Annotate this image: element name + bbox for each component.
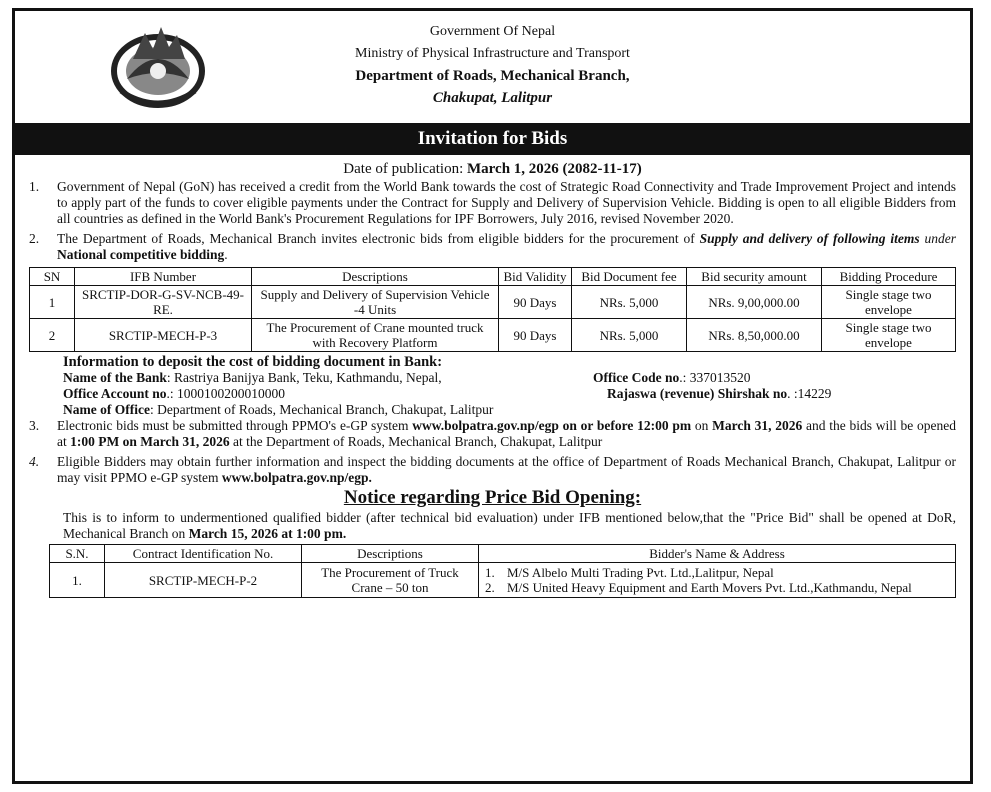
paragraph-number: 3. — [29, 418, 40, 433]
col-header: Descriptions — [252, 268, 499, 286]
p2-text-5: . — [224, 247, 228, 262]
table-cell: 90 Days — [499, 319, 572, 352]
notice-title: Notice regarding Price Bid Opening: — [343, 487, 642, 508]
p2-text-2: Supply and delivery of following items — [699, 231, 920, 246]
list-number: 1. — [485, 565, 495, 580]
table-cell: SRCTIP-MECH-P-2 — [105, 563, 302, 598]
egp-link[interactable]: www.bolpatra.gov.np/egp — [412, 418, 559, 433]
bidder-list — [479, 563, 956, 598]
col-header: Bid Document fee — [572, 268, 687, 286]
rajaswa-label: Rajaswa (revenue) Shirshak no — [607, 386, 788, 401]
table-cell: 90 Days — [499, 286, 572, 319]
col-header: Bidding Procedure — [822, 268, 956, 286]
table-cell: NRs. 8,50,000.00 — [687, 319, 822, 352]
office-code-value: .: 337013520 — [679, 370, 751, 385]
account-label: Office Account no — [63, 386, 167, 401]
list-item — [485, 565, 949, 580]
paragraph-number: 1. — [29, 179, 40, 194]
col-header: Contract Identification No. — [105, 545, 302, 563]
paragraph-text: Government of Nepal (GoN) has received a credit from the World Bank towards the cost of Strategic Road Connectivity and Trade Improvement Project and intends to apply part of the funds to cover eligible payments under the Contract for Supply and Delivery of Supervision Vehicle. Bidding is open to all eligible Bidders from all countries as defined in the World Bank's Procurement Regulations for IPF Borrowers, July 2016, revised November 2020. — [57, 179, 956, 226]
table-cell: The Procurement of Crane mounted truck with Recovery Platform — [252, 319, 499, 352]
office-name-value: : Department of Roads, Mechanical Branch, Chakupat, Lalitpur — [149, 402, 494, 417]
bank-name-value: : Rastriya Banijya Bank, Teku, Kathmandu, Nepal, — [166, 370, 442, 385]
table-cell: 1 — [30, 286, 75, 319]
col-header: Bid Validity — [499, 268, 572, 286]
p3-text: at the Department of Roads, Mechanical Branch, Chakupat, Lalitpur — [229, 434, 603, 449]
bank-name-label: Name of the Bank — [63, 370, 167, 385]
p3-text: on or before — [558, 418, 638, 433]
p3-date: March 31, 2026 — [712, 418, 803, 433]
p2-text-1: The Department of Roads, Mechanical Branch invites electronic bids from eligible bidders for the procurement of — [57, 231, 700, 246]
table-cell: NRs. 5,000 — [572, 286, 687, 319]
p3-time: 12:00 pm — [637, 418, 692, 433]
table-cell: NRs. 9,00,000.00 — [687, 286, 822, 319]
header-line-1: Government Of Nepal — [429, 24, 556, 39]
p2-text-3: under — [919, 231, 957, 246]
header-line-4: Chakupat, Lalitpur — [432, 90, 553, 106]
table-row — [50, 563, 956, 598]
table-row — [30, 286, 956, 319]
p2-text-4: National competitive bidding — [57, 247, 225, 262]
p4-text: Eligible Bidders may obtain further information and inspect the bidding documents at the office of Department of Roads Mechanical Branch, Chakupat, Lalitpur or may visit PPMO e-GP system — [57, 454, 956, 485]
col-header: S.N. — [50, 545, 105, 563]
p3-text: Electronic bids must be submitted through PPMO's e-GP system — [57, 418, 413, 433]
col-header: SN — [30, 268, 75, 286]
col-header: Bidder's Name & Address — [479, 545, 956, 563]
header-line-2: Ministry of Physical Infrastructure and Transport — [355, 46, 630, 61]
col-header: IFB Number — [75, 268, 252, 286]
list-number: 2. — [485, 580, 495, 595]
p3-text: and the bids will be opened at — [57, 418, 957, 449]
notice-text: This is to inform to undermentioned qualified bidder (after technical bid evaluation) under IFB mentioned below,that the "Price Bid" shall be opened at DoR, Mechanical Branch on — [63, 510, 956, 541]
table-cell: Supply and Delivery of Supervision Vehicle -4 Units — [252, 286, 499, 319]
paragraph-1 — [29, 179, 956, 227]
paragraph-number: 2. — [29, 231, 40, 246]
col-header: Descriptions — [302, 545, 479, 563]
paragraph-number: 4. — [29, 454, 40, 469]
paragraph-3 — [29, 418, 956, 450]
header-line-3: Department of Roads, Mechanical Branch, — [355, 68, 630, 84]
paragraph-4 — [29, 454, 956, 486]
table-row — [30, 319, 956, 352]
table-cell: SRCTIP-MECH-P-3 — [75, 319, 252, 352]
bidder-name: M/S United Heavy Equipment and Earth Movers Pvt. Ltd.,Kathmandu, Nepal — [507, 580, 912, 595]
notice-intro — [29, 510, 956, 542]
table-cell: 2 — [30, 319, 75, 352]
table-cell: The Procurement of Truck Crane – 50 ton — [302, 563, 479, 598]
p3-text: on — [691, 418, 713, 433]
table-cell: Single stage two envelope — [822, 286, 956, 319]
banner-title: Invitation for Bids — [15, 123, 970, 155]
list-item — [485, 580, 949, 595]
table-cell: 1. — [50, 563, 105, 598]
table-cell: SRCTIP-DOR-G-SV-NCB-49-RE. — [75, 286, 252, 319]
bank-info — [29, 354, 956, 418]
bidder-name: M/S Albelo Multi Trading Pvt. Ltd.,Lalitpur, Nepal — [507, 565, 774, 580]
bank-info-title: Information to deposit the cost of bidding document in Bank: — [63, 354, 443, 370]
price-bid-table — [49, 544, 956, 598]
publication-date — [29, 161, 956, 177]
table-header-row — [30, 268, 956, 286]
egp-link[interactable]: www.bolpatra.gov.np/egp. — [221, 470, 372, 485]
header — [15, 11, 970, 123]
table-cell: Single stage two envelope — [822, 319, 956, 352]
content — [15, 155, 970, 598]
publication-label: Date of publication: — [343, 161, 467, 177]
account-value: .: 1000100200010000 — [166, 386, 286, 401]
office-code-label: Office Code no — [593, 370, 680, 385]
publication-date-value: March 1, 2026 (2082-11-17) — [467, 161, 642, 177]
table-cell: NRs. 5,000 — [572, 319, 687, 352]
p3-opening: 1:00 PM on March 31, 2026 — [70, 434, 230, 449]
paragraph-2 — [29, 231, 956, 263]
rajaswa-value: . :14229 — [787, 386, 832, 401]
office-name-label: Name of Office — [63, 402, 150, 417]
bids-table — [29, 267, 956, 352]
table-header-row — [50, 545, 956, 563]
notice-date: March 15, 2026 at 1:00 pm. — [188, 526, 347, 541]
notice-frame — [12, 8, 973, 784]
col-header: Bid security amount — [687, 268, 822, 286]
